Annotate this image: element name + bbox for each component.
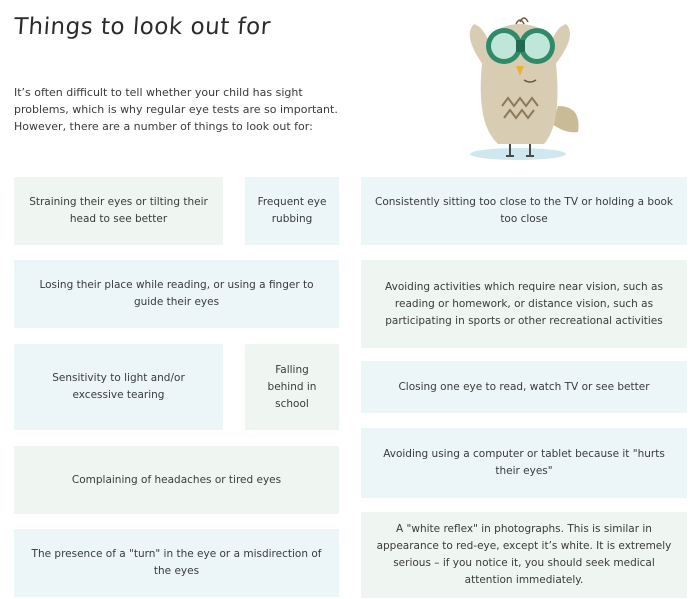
- sign-card-straining-eyes: Straining their eyes or tilting their head to see better: [14, 177, 223, 245]
- intro-paragraph: It’s often difficult to tell whether your child has sight problems, which is why regular eye tests are so important. However, there are a number of things to look out for:: [14, 86, 338, 133]
- sign-card-avoiding-activities: Avoiding activities which require near vision, such as reading or homework, or distance vision, such as participating in sports or other recreational activities: [361, 260, 687, 348]
- page-title: Things to look out for: [13, 14, 272, 40]
- sign-card-closing-one-eye: Closing one eye to read, watch TV or see better: [361, 361, 687, 413]
- sign-card-avoiding-computer: Avoiding using a computer or tablet because it "hurts their eyes": [361, 428, 687, 498]
- owl-with-binoculars-illustration: [440, 6, 590, 162]
- sign-card-light-sensitivity: Sensitivity to light and/or excessive tearing: [14, 344, 223, 430]
- sign-card-losing-place: Losing their place while reading, or using a finger to guide their eyes: [14, 260, 339, 328]
- sign-card-sitting-too-close: Consistently sitting too close to the TV or holding a book too close: [361, 177, 687, 245]
- sign-card-eye-rubbing: Frequent eye rubbing: [245, 177, 339, 245]
- sign-card-white-reflex: A "white reflex" in photographs. This is similar in appearance to red-eye, except it’s white. It is extremely serious – if you notice it, you should seek medical attention immediately.: [361, 512, 687, 598]
- sign-card-falling-behind: Falling behind in school: [245, 344, 339, 430]
- sign-card-eye-turn: The presence of a "turn" in the eye or a misdirection of the eyes: [14, 529, 339, 597]
- sign-card-headaches: Complaining of headaches or tired eyes: [14, 446, 339, 514]
